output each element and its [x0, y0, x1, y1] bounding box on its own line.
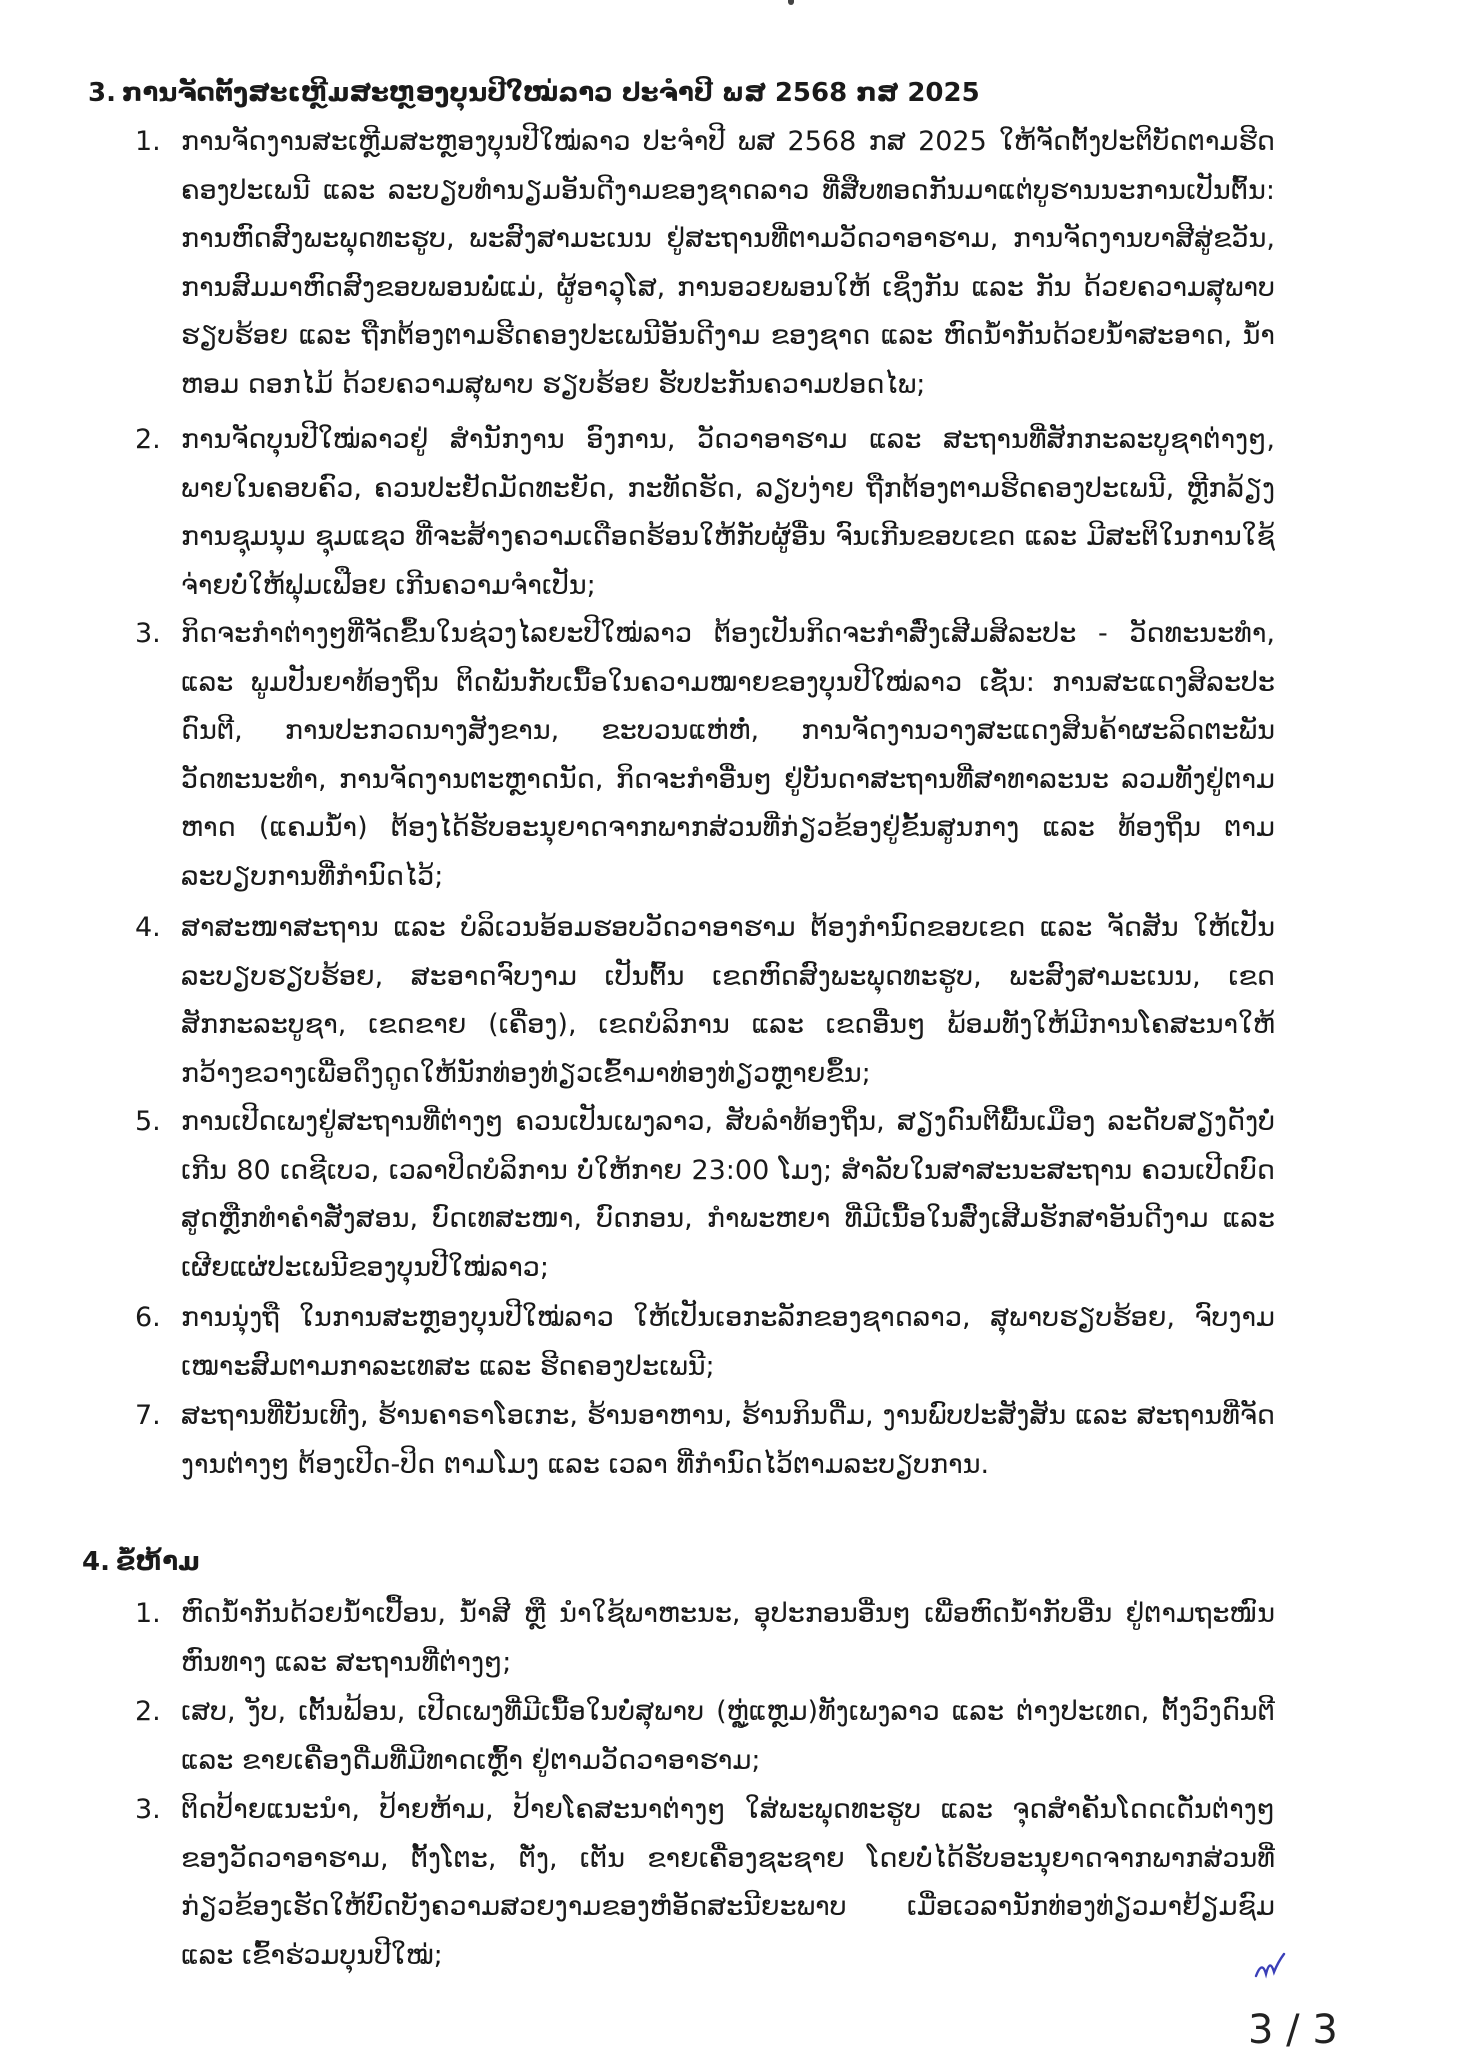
- item-number: 3.: [135, 1794, 161, 1825]
- item-number: 1.: [135, 126, 161, 157]
- item-number: 1.: [135, 1598, 161, 1629]
- section-3-item-5: [135, 1098, 1275, 1292]
- section-4-item-3: [135, 1786, 1275, 1980]
- item-text: ການເປີດເພງຢູ່ສະຖານທີ່ຕ່າງໆ ຄວນເປັນເພງລາວ, ສັບລຳທ້ອງຖິ່ນ, ສຽງດົນຕີພື້ນເມືອງ ລະດັບສຽງດັງບໍ່ເກີນ 80 ເດຊີເບວ, ເວລາປິດບໍລິການ ບໍ່ໃຫ້ກາຍ 23:00 ໂມງ; ສຳລັບໃນສາສະນະສະຖານ ຄວນເປີດບົດສູດຫຼືກທຳຄຳສັ່ງສອນ, ບົດເທສະໜາ, ບົດກອນ, ກຳພະຫຍາ ທີ່ມີເນື້ອໃນສົ່ງເສີມຮັກສາອັນດີງາມ ແລະ ເຜີຍແຜ່ປະເພນີຂອງບຸນປີໃໝ່ລາວ;: [181, 1106, 1275, 1283]
- item-number: 2.: [135, 1696, 161, 1727]
- item-text: ເສບ, ງັບ, ເຕັ້ນຟ້ອນ, ເປີດເພງທີ່ມີເນື້ອໃນບໍ່ສຸພາບ (ຫຼູ່ແຫຼມ)ທັງເພງລາວ ແລະ ຕ່າງປະເທດ, ຕັ້ງວົງດົນຕີ ແລະ ຂາຍເຄື່ອງດື່ມທີ່ມີທາດເຫຼົ້າ ຢູ່ຕາມວັດວາອາຮາມ;: [181, 1696, 1275, 1776]
- section-number: 4.: [82, 1547, 110, 1577]
- item-number: 6.: [135, 1302, 161, 1333]
- section-3-item-7: [135, 1392, 1275, 1489]
- item-text: ການນຸ່ງຖື ໃນການສະຫຼອງບຸນປີໃໝ່ລາວ ໃຫ້ເປັນເອກະລັກຂອງຊາດລາວ, ສຸພາບຮຽບຮ້ອຍ, ຈົບງາມເໝາະສົມຕາມກາລະເທສະ ແລະ ຮີດຄອງປະເພນີ;: [181, 1302, 1275, 1382]
- page-number: 3 / 3: [1248, 2007, 1338, 2053]
- section-4-item-1: [135, 1590, 1275, 1687]
- item-text: ສາສະໜາສະຖານ ແລະ ບໍລິເວນອ້ອມຮອບວັດວາອາຮາມ ຕ້ອງກຳນົດຂອບເຂດ ແລະ ຈັດສັນ ໃຫ້ເປັນລະບຽບຮຽບຮ້ອຍ, ສະອາດຈົບງາມ ເປັນຕົ້ນ ເຂດຫົດສົງພະພຸດທະຮູບ, ພະສົງສາມະເນນ, ເຂດສັກກະລະບູຊາ, ເຂດຂາຍ (ເຄື່ອງ), ເຂດບໍລິການ ແລະ ເຂດອື່ນໆ ພ້ອມທັງໃຫ້ມີການໂຄສະນາໃຫ້ກວ້າງຂວາງເພື່ອດຶງດູດໃຫ້ນັກທ່ອງທ່ຽວເຂົ້າມາທ່ອງທ່ຽວຫຼາຍຂຶ້ນ;: [181, 912, 1275, 1089]
- item-number: 3.: [135, 618, 161, 649]
- section-3-item-4: [135, 904, 1275, 1098]
- item-text: ການຈັດບຸນປີໃໝ່ລາວຢູ່ ສຳນັກງານ ອົງການ, ວັດວາອາຮາມ ແລະ ສະຖານທີ່ສັກກະລະບູຊາຕ່າງໆ, ພາຍໃນຄອບຄົວ, ຄວນປະຢັດມັດທະຍັດ, ກະທັດຮັດ, ລຽບງ່າຍ ຖືກຕ້ອງຕາມຮີດຄອງປະເພນີ, ຫຼີກລ້ຽງການຊຸມນຸມ ຊຸມແຊວ ທີ່ຈະສ້າງຄວາມເດືອດຮ້ອນໃຫ້ກັບຜູ້ອື່ນ ຈົນເກີນຂອບເຂດ ແລະ ມີສະຕິໃນການໃຊ້ຈ່າຍບໍ່ໃຫ້ຟຸມເຟືອຍ ເກີນຄວາມຈຳເປັນ;: [181, 424, 1275, 601]
- item-text: ຫົດນ້ຳກັນດ້ວຍນ້ຳເປື້ອນ, ນ້ຳສີ ຫຼື ນຳໃຊ້ພາຫະນະ, ອຸປະກອນອື່ນໆ ເພື່ອຫົດນ້ຳກັບອື່ນ ຢູ່ຕາມຖະໜົນຫົນທາງ ແລະ ສະຖານທີ່ຕ່າງໆ;: [181, 1598, 1275, 1678]
- section-3-item-3: [135, 610, 1275, 901]
- item-text: ຕິດປ້າຍແນະນຳ, ປ້າຍຫ້າມ, ປ້າຍໂຄສະນາຕ່າງໆ ໃສ່ພະພຸດທະຮູບ ແລະ ຈຸດສຳຄັນໂດດເດັ່ນຕ່າງໆ ຂອງວັດວາອາຮາມ, ຕັ້ງໂຕະ, ຕັ່ງ, ເຕັນ ຂາຍເຄື່ອງຊະຊາຍ ໂດຍບໍ່ໄດ້ຮັບອະນຸຍາດຈາກພາກສ່ວນທີ່ກ່ຽວຂ້ອງເຮັດໃຫ້ບົດບັງຄວາມສວຍງາມຂອງຫໍອັດສະນີຍະພາບ ເມື່ອເວລານັກທ່ອງທ່ຽວມາຢ້ຽມຊົມ ແລະ ເຂົ້າຮ່ວມບຸນປີໃໝ່;: [181, 1794, 1275, 1971]
- item-number: 4.: [135, 912, 161, 943]
- section-4-heading: [82, 1545, 200, 1579]
- section-4-item-2: [135, 1688, 1275, 1785]
- item-number: 2.: [135, 424, 161, 455]
- item-number: 7.: [135, 1400, 161, 1431]
- section-3-item-6: [135, 1294, 1275, 1391]
- section-title: ການຈັດຕັ້ງສະເຫຼີມສະຫຼອງບຸນປີໃໝ່ລາວ ປະຈຳປີ ພສ 2568 ກສ 2025: [122, 78, 980, 108]
- item-text: ກິດຈະກຳຕ່າງໆທີ່ຈັດຂຶ້ນໃນຊ່ວງໄລຍະປີໃໝ່ລາວ ຕ້ອງເປັນກິດຈະກຳສົ່ງເສີມສິລະປະ - ວັດທະນະທຳ, ແລະ ພູມປັນຍາທ້ອງຖິ່ນ ຕິດພັນກັບເນື້ອໃນຄວາມໝາຍຂອງບຸນປີໃໝ່ລາວ ເຊັ່ນ: ການສະແດງສິລະປະດົນຕີ, ການປະກວດນາງສັງຂານ, ຂະບວນແຫ່ຫໍ່, ການຈັດງານວາງສະແດງສິນຄ້າຜະລິດຕະພັນວັດທະນະທຳ, ການຈັດງານຕະຫຼາດນັດ, ກິດຈະກຳອື່ນໆ ຢູ່ບັນດາສະຖານທີ່ສາທາລະນະ ລວມທັງຢູ່ຕາມຫາດ (ແຄມນ້ຳ) ຕ້ອງໄດ້ຮັບອະນຸຍາດຈາກພາກສ່ວນທີ່ກ່ຽວຂ້ອງຢູ່ຂັ້ນສູນກາງ ແລະ ທ້ອງຖິ່ນ ຕາມລະບຽບການທີ່ກຳນົດໄວ້;: [181, 618, 1275, 892]
- section-number: 3.: [88, 78, 116, 108]
- section-3-item-1: [135, 118, 1275, 409]
- initial-signature-mark: [1252, 1948, 1288, 1982]
- item-text: ສະຖານທີ່ບັນເທີງ, ຮ້ານຄາຣາໂອເກະ, ຮ້ານອາຫານ, ຮ້ານກິນດື່ມ, ງານພົບປະສັງສັນ ແລະ ສະຖານທີ່ຈັດງານຕ່າງໆ ຕ້ອງເປີດ-ປິດ ຕາມໂມງ ແລະ ເວລາ ທີ່ກຳນົດໄວ້ຕາມລະບຽບການ.: [181, 1400, 1275, 1480]
- section-3-item-2: [135, 416, 1275, 610]
- scan-mark: [788, 0, 794, 5]
- item-text: ການຈັດງານສະເຫຼີມສະຫຼອງບຸນປີໃໝ່ລາວ ປະຈຳປີ ພສ 2568 ກສ 2025 ໃຫ້ຈັດຕັ້ງປະຕິບັດຕາມຮີດຄອງປະເພນີ ແລະ ລະບຽບທຳນຽມອັນດີງາມຂອງຊາດລາວ ທີ່ສືບທອດກັນມາແຕ່ບູຮານນະການເປັນຕົ້ນ: ການຫົດສົງພະພຸດທະຮູບ, ພະສົງສາມະເນນ ຢູ່ສະຖານທີ່ຕາມວັດວາອາຮາມ, ການຈັດງານບາສີສູ່ຂວັນ, ການສົມມາຫົດສົງຂອບພອນພໍ່ແມ່, ຜູ້ອາວຸໂສ, ການອວຍພອນໃຫ້ ເຊິ່ງກັນ ແລະ ກັນ ດ້ວຍຄວາມສຸພາບຮຽບຮ້ອຍ ແລະ ຖືກຕ້ອງຕາມຮີດຄອງປະເພນີອັນດີງາມ ຂອງຊາດ ແລະ ຫົດນ້ຳກັນດ້ວຍນ້ຳສະອາດ, ນ້ຳຫອມ ດອກໄມ້ ດ້ວຍຄວາມສຸພາບ ຮຽບຮ້ອຍ ຮັບປະກັນຄວາມປອດໄພ;: [181, 126, 1275, 400]
- item-number: 5.: [135, 1106, 161, 1137]
- section-title: ຂໍ້ຫ້າມ: [116, 1547, 200, 1577]
- section-3-heading: [88, 76, 980, 110]
